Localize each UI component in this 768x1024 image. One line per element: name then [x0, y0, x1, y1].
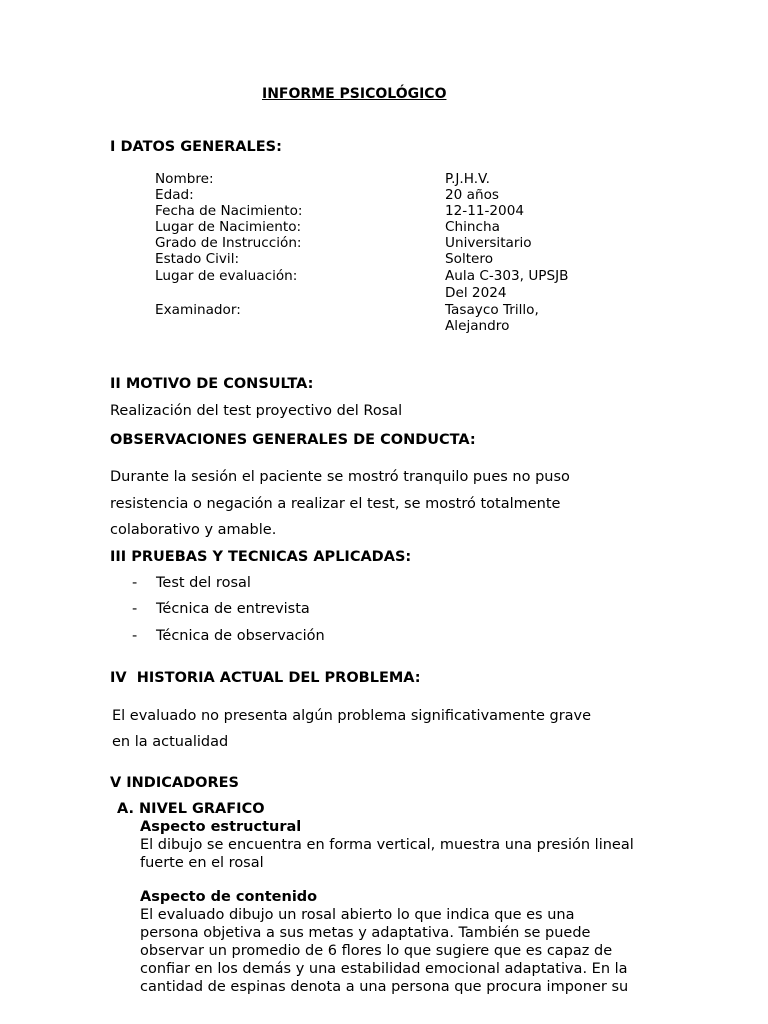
datos-label: Fecha de Nacimiento:: [155, 203, 303, 219]
datos-label: Lugar de evaluación:: [155, 268, 298, 284]
aspecto-estructural-title: Aspecto estructural: [140, 819, 302, 835]
datos-value: Del 2024: [445, 285, 507, 301]
datos-value: Universitario: [445, 235, 532, 251]
datos-label: Edad:: [155, 187, 194, 203]
observaciones-line: resistencia o negación a realizar el test, se mostró totalmente: [110, 496, 561, 512]
subsection-heading-nivel-grafico: A. NIVEL GRAFICO: [117, 801, 265, 817]
estructural-line: fuerte en el rosal: [140, 855, 264, 871]
list-item-label: Test del rosal: [156, 575, 251, 591]
estructural-line: El dibujo se encuentra en forma vertical, muestra una presión lineal: [140, 837, 634, 853]
contenido-line: observar un promedio de 6 flores lo que sugiere que es capaz de: [140, 943, 613, 959]
datos-label: Estado Civil:: [155, 251, 240, 267]
section-heading-pruebas: III PRUEBAS Y TECNICAS APLICADAS:: [110, 549, 412, 565]
datos-label: Nombre:: [155, 171, 214, 187]
bullet-dash: -: [132, 601, 138, 617]
historia-line: El evaluado no presenta algún problema significativamente grave: [112, 708, 592, 724]
observaciones-line: colaborativo y amable.: [110, 522, 277, 538]
bullet-dash: -: [132, 628, 138, 644]
datos-value: 20 años: [445, 187, 499, 203]
section-heading-indicadores: V INDICADORES: [110, 775, 239, 791]
datos-value: Alejandro: [445, 318, 510, 334]
datos-value: Soltero: [445, 251, 494, 267]
datos-value: Chincha: [445, 219, 500, 235]
datos-value: P.J.H.V.: [445, 171, 490, 187]
datos-value: 12-11-2004: [445, 203, 525, 219]
list-item-label: Técnica de entrevista: [156, 601, 310, 617]
datos-value: Aula C-303, UPSJB: [445, 268, 569, 284]
contenido-line: confiar en los demás y una estabilidad emocional adaptativa. En la: [140, 961, 628, 977]
contenido-line: cantidad de espinas denota a una persona que procura imponer su: [140, 979, 629, 995]
list-item: [132, 628, 325, 644]
bullet-dash: -: [132, 575, 138, 591]
section-heading-historia: IV HISTORIA ACTUAL DEL PROBLEMA:: [110, 670, 421, 686]
contenido-line: El evaluado dibujo un rosal abierto lo que indica que es una: [140, 907, 575, 923]
section-heading-motivo: II MOTIVO DE CONSULTA:: [110, 376, 314, 392]
datos-value: Tasayco Trillo,: [445, 302, 539, 318]
section-heading-datos-generales: I DATOS GENERALES:: [110, 139, 282, 155]
datos-label: Lugar de Nacimiento:: [155, 219, 302, 235]
list-item: [132, 575, 251, 591]
document-title: INFORME PSICOLÓGICO: [262, 86, 447, 102]
datos-label: Grado de Instrucción:: [155, 235, 302, 251]
contenido-line: persona objetiva a sus metas y adaptativa. También se puede: [140, 925, 591, 941]
list-item-label: Técnica de observación: [156, 628, 325, 644]
observaciones-line: Durante la sesión el paciente se mostró tranquilo pues no puso: [110, 469, 570, 485]
aspecto-contenido-title: Aspecto de contenido: [140, 889, 318, 905]
list-item: [132, 601, 310, 617]
historia-line: en la actualidad: [112, 734, 229, 750]
motivo-text: Realización del test proyectivo del Rosal: [110, 403, 403, 419]
datos-label: Examinador:: [155, 302, 241, 318]
section-heading-observaciones: OBSERVACIONES GENERALES DE CONDUCTA:: [110, 432, 476, 448]
